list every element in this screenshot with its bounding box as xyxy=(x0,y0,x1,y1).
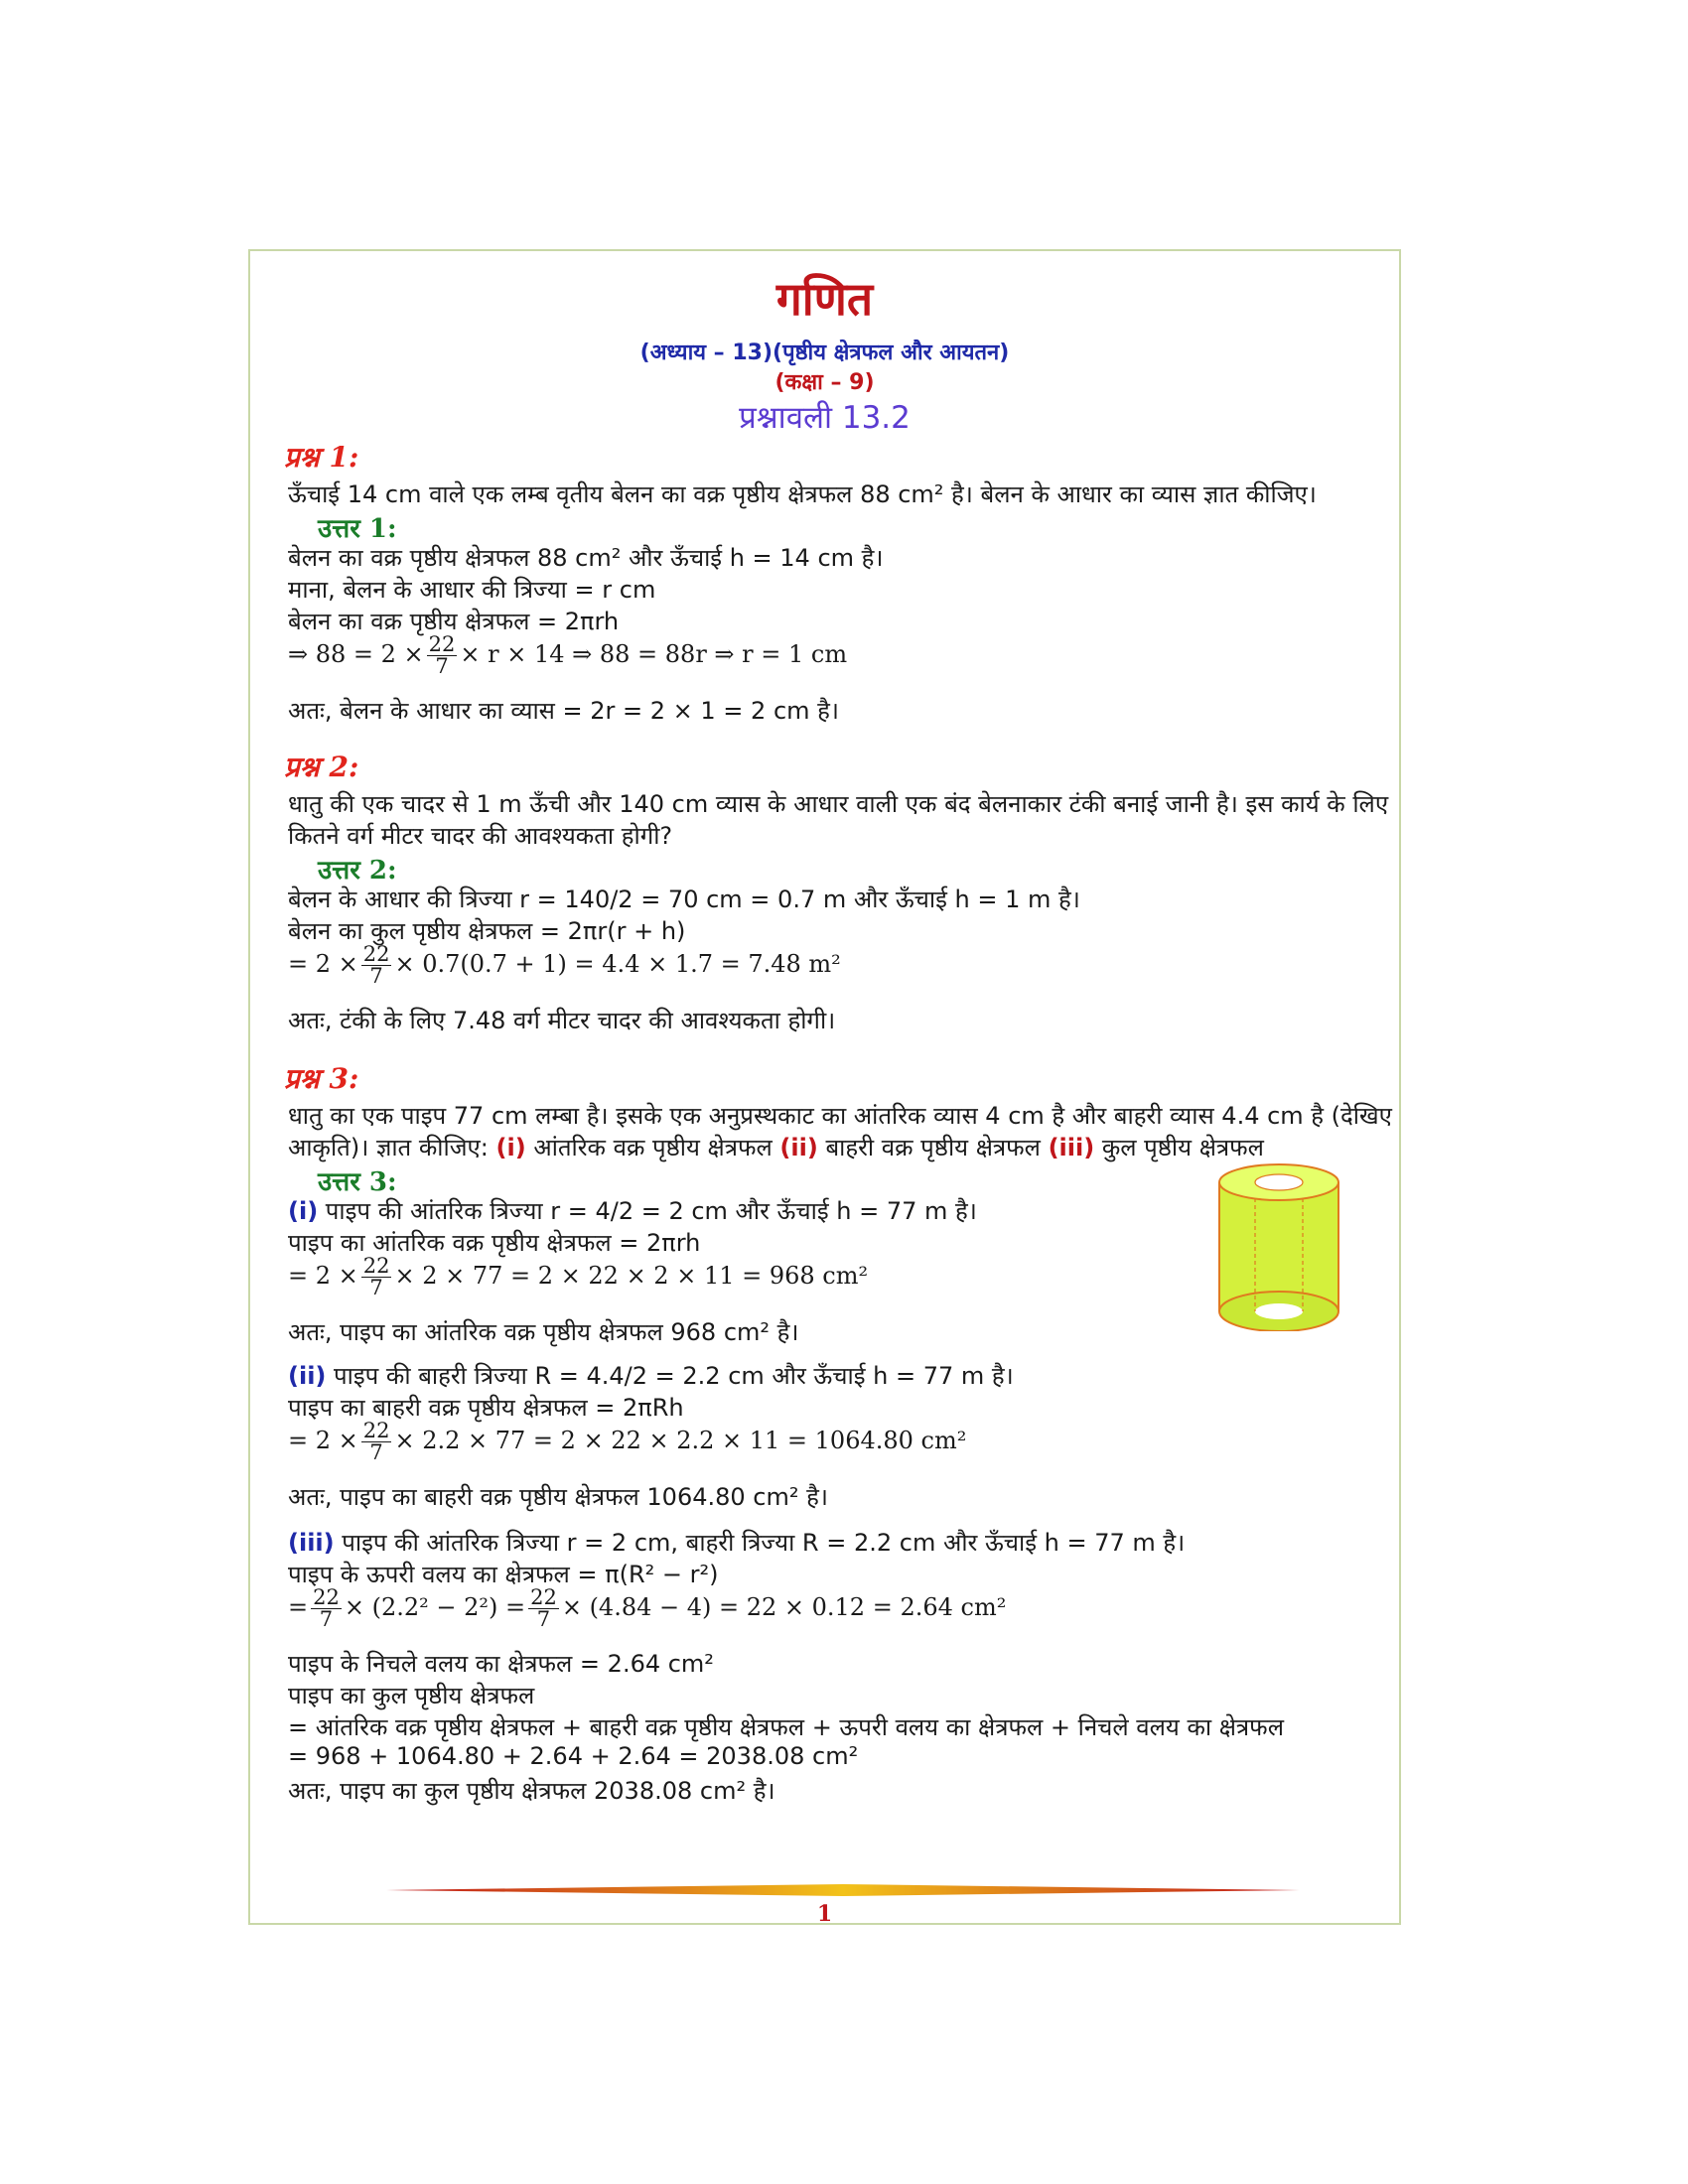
fraction: $\frac{22}{7}$ xyxy=(362,1254,390,1299)
question-1-text: ऊँचाई 14 cm वाले एक लम्ब वृतीय बेलन का वक्र पृष्ठीय क्षेत्रफल 88 cm² है। बेलन के आधार का व्यास ज्ञात कीजिए। xyxy=(288,480,1317,508)
class-heading: (कक्षा – 9) xyxy=(774,370,875,395)
answer-2-conclusion: अतः, टंकी के लिए 7.48 वर्ग मीटर चादर की आवश्यकता होगी। xyxy=(288,1007,836,1034)
question-3-text: आकृति)। ज्ञात कीजिए: (i) आंतरिक वक्र पृष्ठीय क्षेत्रफल (ii) बाहरी वक्र पृष्ठीय क्षेत्रफल (iii) कुल पृष्ठीय क्षेत्रफल xyxy=(288,1134,1264,1161)
answer-3-equation: = 2 × $\frac{22}{7}$ × 2 × 77 = 2 × 22 × 2 × 11 = 968 cm² xyxy=(288,1254,869,1299)
chapter-heading: (अध्याय – 13)(पृष्ठीय क्षेत्रफल और आयतन) xyxy=(639,341,1010,365)
question-2-text: कितने वर्ग मीटर चादर की आवश्यकता होगी? xyxy=(288,822,673,850)
answer-1-label: उत्तर 1: xyxy=(318,514,397,544)
page-frame xyxy=(248,249,1401,1925)
fraction: $\frac{22}{7}$ xyxy=(428,632,456,678)
fraction: $\frac{22}{7}$ xyxy=(313,1585,340,1631)
answer-1-line: माना, बेलन के आधार की त्रिज्या = r cm xyxy=(288,576,656,604)
answer-3-part-iii: (iii) पाइप की आंतरिक त्रिज्या r = 2 cm, बाहरी त्रिज्या R = 2.2 cm और ऊँचाई h = 77 m है। xyxy=(288,1529,1186,1557)
question-2-label: प्रश्न 2: xyxy=(284,751,359,783)
fraction: $\frac{22}{7}$ xyxy=(530,1585,557,1631)
answer-3-line: = आंतरिक वक्र पृष्ठीय क्षेत्रफल + बाहरी वक्र पृष्ठीय क्षेत्रफल + ऊपरी वलय का क्षेत्रफल + निचले वलय का क्षेत्रफल xyxy=(288,1713,1284,1741)
answer-3-line: = 968 + 1064.80 + 2.64 + 2.64 = 2038.08 cm² xyxy=(288,1742,859,1770)
answer-2-equation: = 2 × $\frac{22}{7}$ × 0.7(0.7 + 1) = 4.4 × 1.7 = 7.48 m² xyxy=(288,942,841,988)
footer-divider xyxy=(386,1884,1300,1896)
answer-1-conclusion: अतः, बेलन के आधार का व्यास = 2r = 2 × 1 = 2 cm है। xyxy=(288,697,839,725)
pipe-cylinder-illustration xyxy=(1215,1162,1342,1331)
fraction: $\frac{22}{7}$ xyxy=(362,942,390,988)
answer-1-line: बेलन का वक्र पृष्ठीय क्षेत्रफल = 2πrh xyxy=(288,608,620,635)
answer-1-line: बेलन का वक्र पृष्ठीय क्षेत्रफल 88 cm² और ऊँचाई h = 14 cm है। xyxy=(288,544,884,572)
question-3-label: प्रश्न 3: xyxy=(284,1062,359,1095)
answer-3-line: पाइप का कुल पृष्ठीय क्षेत्रफल xyxy=(288,1682,535,1709)
question-3-text: धातु का एक पाइप 77 cm लम्बा है। इसके एक अनुप्रस्थकाट का आंतरिक व्यास 4 cm है और बाहरी व्यास 4.4 cm है (देखिए xyxy=(288,1102,1392,1130)
page-title: गणित xyxy=(775,272,874,326)
answer-2-label: उत्तर 2: xyxy=(318,856,397,886)
answer-3-line: पाइप का बाहरी वक्र पृष्ठीय क्षेत्रफल = 2πRh xyxy=(288,1394,684,1422)
answer-3-equation: = 2 × $\frac{22}{7}$ × 2.2 × 77 = 2 × 22 × 2.2 × 11 = 1064.80 cm² xyxy=(288,1419,967,1464)
page-number: 1 xyxy=(816,1901,833,1927)
answer-3-line: पाइप के ऊपरी वलय का क्षेत्रफल = π(R² − r²) xyxy=(288,1561,719,1588)
answer-3-part-ii: (ii) पाइप की बाहरी त्रिज्या R = 4.4/2 = 2.2 cm और ऊँचाई h = 77 m है। xyxy=(288,1362,1014,1390)
answer-1-equation: ⇒ 88 = 2 × $\frac{22}{7}$ × r × 14 ⇒ 88 = 88r ⇒ r = 1 cm xyxy=(288,632,848,678)
answer-3-part-i: (i) पाइप की आंतरिक त्रिज्या r = 4/2 = 2 cm और ऊँचाई h = 77 m है। xyxy=(288,1197,977,1225)
answer-2-line: बेलन का कुल पृष्ठीय क्षेत्रफल = 2πr(r + h) xyxy=(288,917,686,945)
answer-3-line: अतः, पाइप का आंतरिक वक्र पृष्ठीय क्षेत्रफल 968 cm² है। xyxy=(288,1318,799,1346)
answer-3-conclusion: अतः, पाइप का कुल पृष्ठीय क्षेत्रफल 2038.08 cm² है। xyxy=(288,1777,775,1805)
exercise-heading: प्रश्नावली 13.2 xyxy=(739,400,911,436)
answer-3-line: अतः, पाइप का बाहरी वक्र पृष्ठीय क्षेत्रफल 1064.80 cm² है। xyxy=(288,1483,828,1511)
answer-3-line: पाइप के निचले वलय का क्षेत्रफल = 2.64 cm² xyxy=(288,1650,714,1678)
answer-3-line: पाइप का आंतरिक वक्र पृष्ठीय क्षेत्रफल = 2πrh xyxy=(288,1229,701,1257)
answer-3-equation: = $\frac{22}{7}$ × (2.2² − 2²) = $\frac{22}{7}$ × (4.84 − 4) = 22 × 0.12 = 2.64 cm² xyxy=(288,1585,1007,1631)
question-2-text: धातु की एक चादर से 1 m ऊँची और 140 cm व्यास के आधार वाली एक बंद बेलनाकार टंकी बनाई जानी है। इस कार्य के लिए xyxy=(288,790,1389,818)
fraction: $\frac{22}{7}$ xyxy=(362,1419,390,1464)
answer-3-label: उत्तर 3: xyxy=(318,1167,397,1197)
question-1-label: प्रश्न 1: xyxy=(284,441,359,474)
answer-2-line: बेलन के आधार की त्रिज्या r = 140/2 = 70 cm = 0.7 m और ऊँचाई h = 1 m है। xyxy=(288,886,1080,913)
